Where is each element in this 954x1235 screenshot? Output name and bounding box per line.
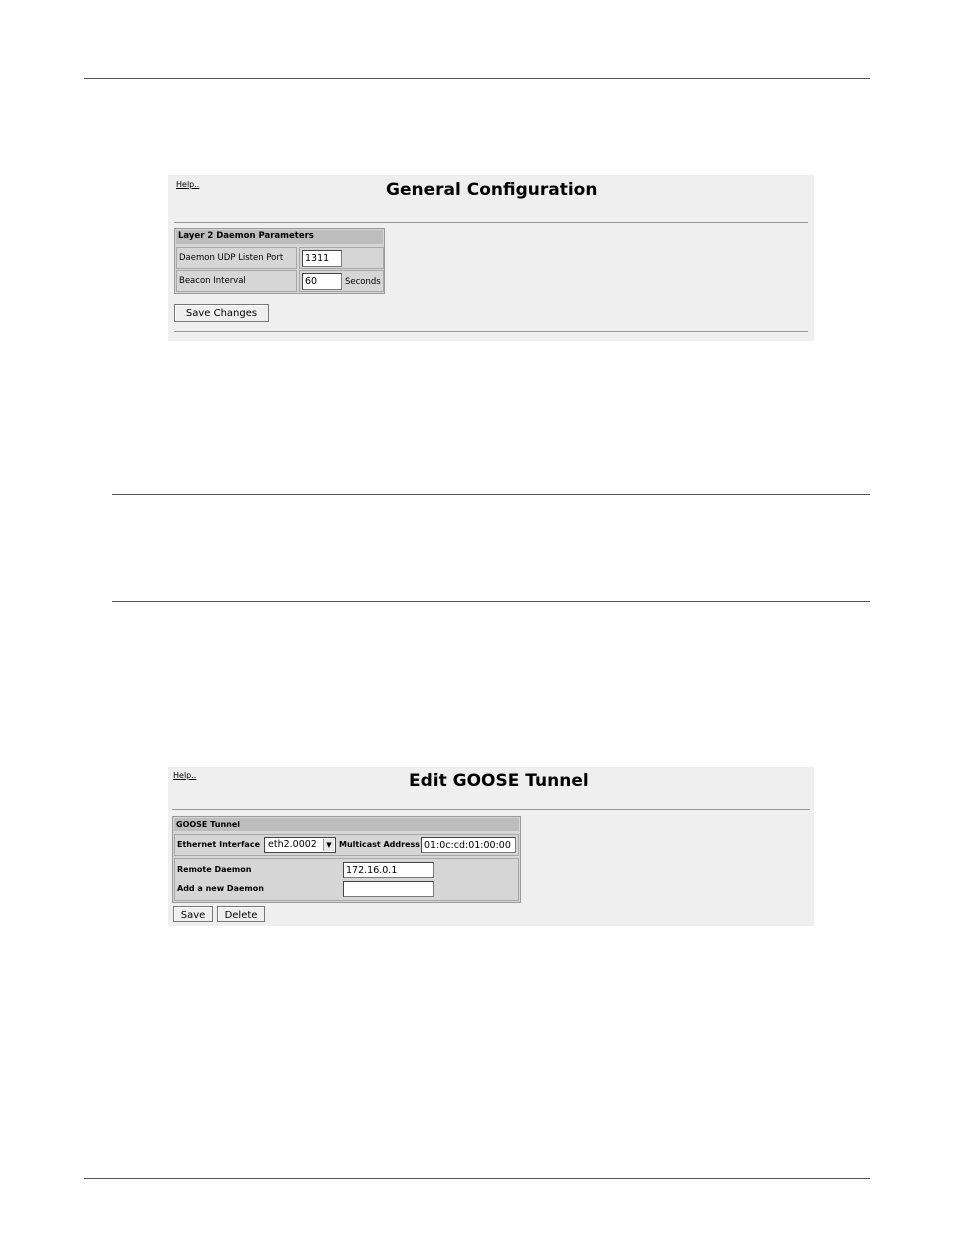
beacon-interval-label: Beacon Interval [176, 270, 297, 292]
remote-daemon-label: Remote Daemon [177, 865, 252, 874]
add-daemon-label: Add a new Daemon [177, 884, 264, 893]
section-rule-bottom [112, 601, 870, 602]
udp-port-input[interactable] [302, 250, 342, 267]
help-link[interactable]: Help.. [173, 771, 197, 780]
chevron-down-icon: ▼ [323, 839, 334, 851]
section-header: Layer 2 Daemon Parameters [176, 230, 383, 244]
page-title: Edit GOOSE Tunnel [409, 771, 589, 791]
footer-separator [174, 331, 808, 332]
beacon-interval-input[interactable] [302, 273, 342, 290]
save-changes-button[interactable]: Save Changes [174, 304, 269, 322]
header-rule [84, 78, 870, 79]
remote-daemon-input[interactable] [343, 862, 434, 878]
help-link[interactable]: Help.. [176, 180, 200, 189]
title-separator [174, 222, 808, 223]
section-header: GOOSE Tunnel [174, 818, 519, 831]
ethernet-interface-label: Ethernet Interface [177, 840, 260, 849]
page-title: General Configuration [386, 180, 598, 200]
ethernet-interface-value: eth2.0002 [268, 839, 317, 850]
save-button[interactable]: Save [173, 906, 213, 922]
multicast-address-label: Multicast Address [339, 840, 421, 849]
footer-rule [84, 1178, 870, 1179]
udp-port-label: Daemon UDP Listen Port [176, 247, 297, 269]
goose-tunnel-table [172, 816, 521, 903]
delete-button[interactable]: Delete [217, 906, 265, 922]
edit-goose-tunnel-panel [168, 767, 814, 926]
section-rule-top [112, 494, 870, 495]
add-daemon-input[interactable] [343, 881, 434, 897]
ethernet-interface-select[interactable] [264, 837, 336, 853]
general-configuration-panel [168, 175, 814, 341]
seconds-unit: Seconds [345, 277, 381, 287]
title-separator [172, 809, 810, 810]
layer2-parameters-table [174, 228, 385, 294]
multicast-address-input[interactable] [421, 837, 516, 853]
